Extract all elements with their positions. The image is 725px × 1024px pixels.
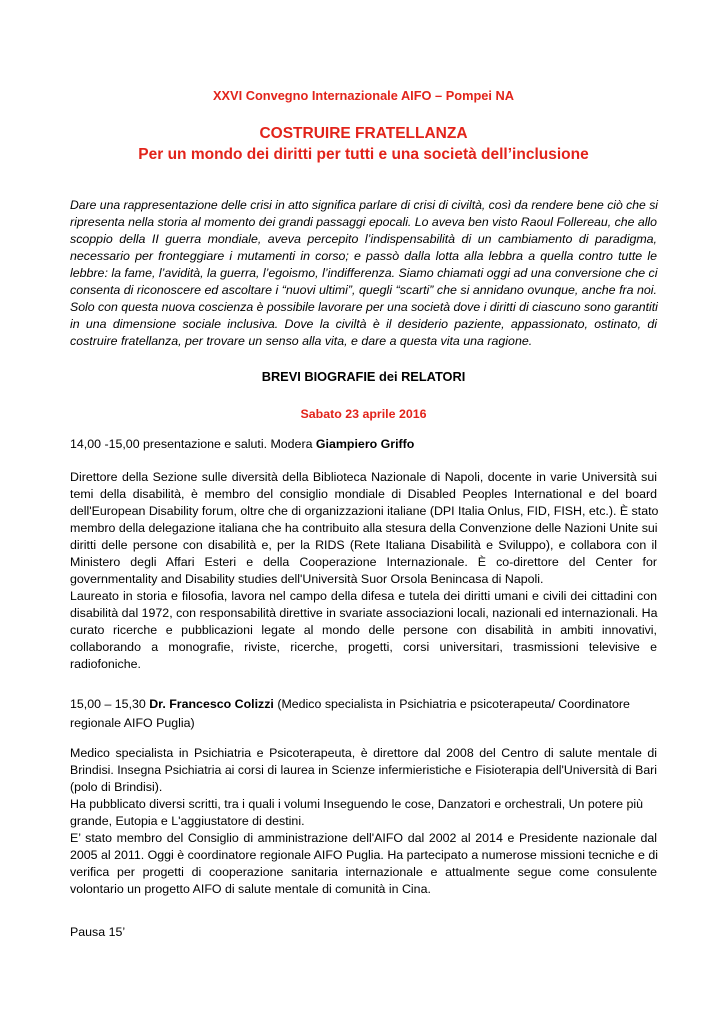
bio-line: diritti delle persone con disabilità e, per la RIDS (Rete Italiana Disabilità e Sviluppo), e collabora con il <box>70 538 657 552</box>
intro-line: ripresenta nella storia al momento dei grandi passaggi epocali. Lo aveva ben visto Raoul Follereau, che allo <box>70 215 657 229</box>
session1-speaker: Giampiero Griffo <box>315 437 415 451</box>
bio-line: Laureato in storia e filosofia, lavora nel campo della difesa e tutela dei diritti umani e civili dei cittadini con <box>70 589 657 603</box>
bio-line: grande, Eutopia e L'aggiustatore di destini. <box>70 814 305 828</box>
bio-line: (polo di Brindisi). <box>70 780 163 794</box>
bio-line: disabilità dal 1972, con responsabilità direttive in svariate associazioni locali, nazionali ed internazionali. Ha <box>70 606 658 620</box>
event-title: XXVI Convegno Internazionale AIFO – Pompei NA <box>212 88 514 103</box>
main-title: COSTRUIRE FRATELLANZA <box>259 125 468 142</box>
session2-heading-line <box>70 695 657 714</box>
bio-line: Ha pubblicato diversi scritti, tra i quali i volumi Inseguendo le cose, Danzatori e orchestrali, Un potere più <box>70 797 644 811</box>
intro-paragraph <box>70 197 657 350</box>
bio-line: dell'European Disability forum, oltre che di organizzazioni italiane (DPI Italia Onlus, FID, FISH, etc.). È stato <box>70 504 659 518</box>
intro-line: scoppio della II guerra mondiale, aveva percepito l’indispensabilità di un cambiamento di paradigma, <box>70 232 657 246</box>
intro-line: lebbre: la fame, l’avidità, la guerra, l’egoismo, l’indifferenza. Siamo chiamati oggi ad una conversione che ci <box>70 266 658 280</box>
session2-role-cont: regionale AIFO Puglia) <box>70 716 195 730</box>
bio-line: Brindisi. Insegna Psichiatria ai corsi di laurea in Scienze infermieristiche e Fisioterapia dell'Università di Bari <box>70 763 657 777</box>
session1-time: 14,00 -15,00 presentazione e saluti. Modera <box>70 437 316 451</box>
intro-line: necessario per fronteggiare i mutamenti in corso; e passò dalla lotta alla lebbra a quella contro tutte le <box>70 249 657 263</box>
bio-line: volontario un progetto AIFO di salute mentale di comunità in Cina. <box>70 882 431 896</box>
bio-line: E’ stato membro del Consiglio di amministrazione dell'AIFO dal 2002 al 2014 e Presidente nazionale dal <box>70 831 657 845</box>
bio-line: curato ricerche e pubblicazioni legate al mondo delle persone con disabilità in ambiti innovativi, <box>70 623 657 637</box>
intro-line: consenta di riconoscere ed ascoltare i “nuovi ultimi”, quegli “scarti” che si annidano ovunque, anche fra noi. <box>70 283 657 297</box>
session2-heading <box>70 695 657 733</box>
bio-line: governmentality and Disability studies dell'Università Suor Orsola Benincasa di Napoli. <box>70 572 544 586</box>
bio-line: Medico specialista in Psichiatria e Psicoterapeuta, è direttore dal 2008 del Centro di salute mentale di <box>70 746 657 760</box>
session2-time: 15,00 – 15,30 <box>70 697 150 711</box>
bio-line: verifica per progetti di cooperazione sanitaria internazionale e attualmente segue come consulente <box>70 865 657 879</box>
bio-line: Ministero degli Affari Esteri e della Cooperazione Internazionale. È co-direttore del Center for <box>70 555 657 569</box>
section-title: BREVI BIOGRAFIE dei RELATORI <box>261 369 466 384</box>
bio-line: radiofoniche. <box>70 657 141 671</box>
intro-line: Dare una rappresentazione delle crisi in atto significa parlare di crisi di civiltà, così da rendere bene ciò che si <box>70 198 659 212</box>
session1-heading <box>70 436 657 453</box>
main-subtitle: Per un mondo dei diritti per tutti e una società dell’inclusione <box>138 146 589 163</box>
intro-line: Solo con questa nuova coscienza è possibile lavorare per una società dove i diritti di ciascuno sono garantiti <box>70 300 658 314</box>
intro-line: in una dimensione sociale inclusiva. Dove la civiltà è il desiderio paziente, appassionato, ostinato, di <box>70 317 657 331</box>
bio-line: Direttore della Sezione sulle diversità della Biblioteca Nazionale di Napoli, docente in varie Università sui <box>70 470 657 484</box>
bio-line: membro della delegazione italiana che ha contribuito alla stesura della Convenzione delle Nazioni Unite sui <box>70 521 658 535</box>
session1-bio <box>70 469 657 673</box>
bio-line: temi della disabilità, è membro del consiglio mondiale di Disabled Peoples International e del board <box>70 487 657 501</box>
session2-role: (Medico specialista in Psichiatria e psicoterapeuta/ Coordinatore <box>273 697 630 711</box>
bio-line: 2005 al 2011. Oggi è coordinatore regionale AIFO Puglia. Ha partecipato a numerose missioni tecniche e di <box>70 848 658 862</box>
session2-speaker: Dr. Francesco Colizzi <box>149 697 274 711</box>
pause-note: Pausa 15’ <box>70 925 126 939</box>
intro-line: costruire fratellanza, per trovare un senso alla vita, e dare a questa vita una ragione. <box>70 334 533 348</box>
bio-line: collaborando a monografie, riviste, ricerche, progetti, corsi universitari, trasmissioni televisive e <box>70 640 657 654</box>
session2-bio <box>70 745 657 898</box>
session-date: Sabato 23 aprile 2016 <box>300 407 427 421</box>
